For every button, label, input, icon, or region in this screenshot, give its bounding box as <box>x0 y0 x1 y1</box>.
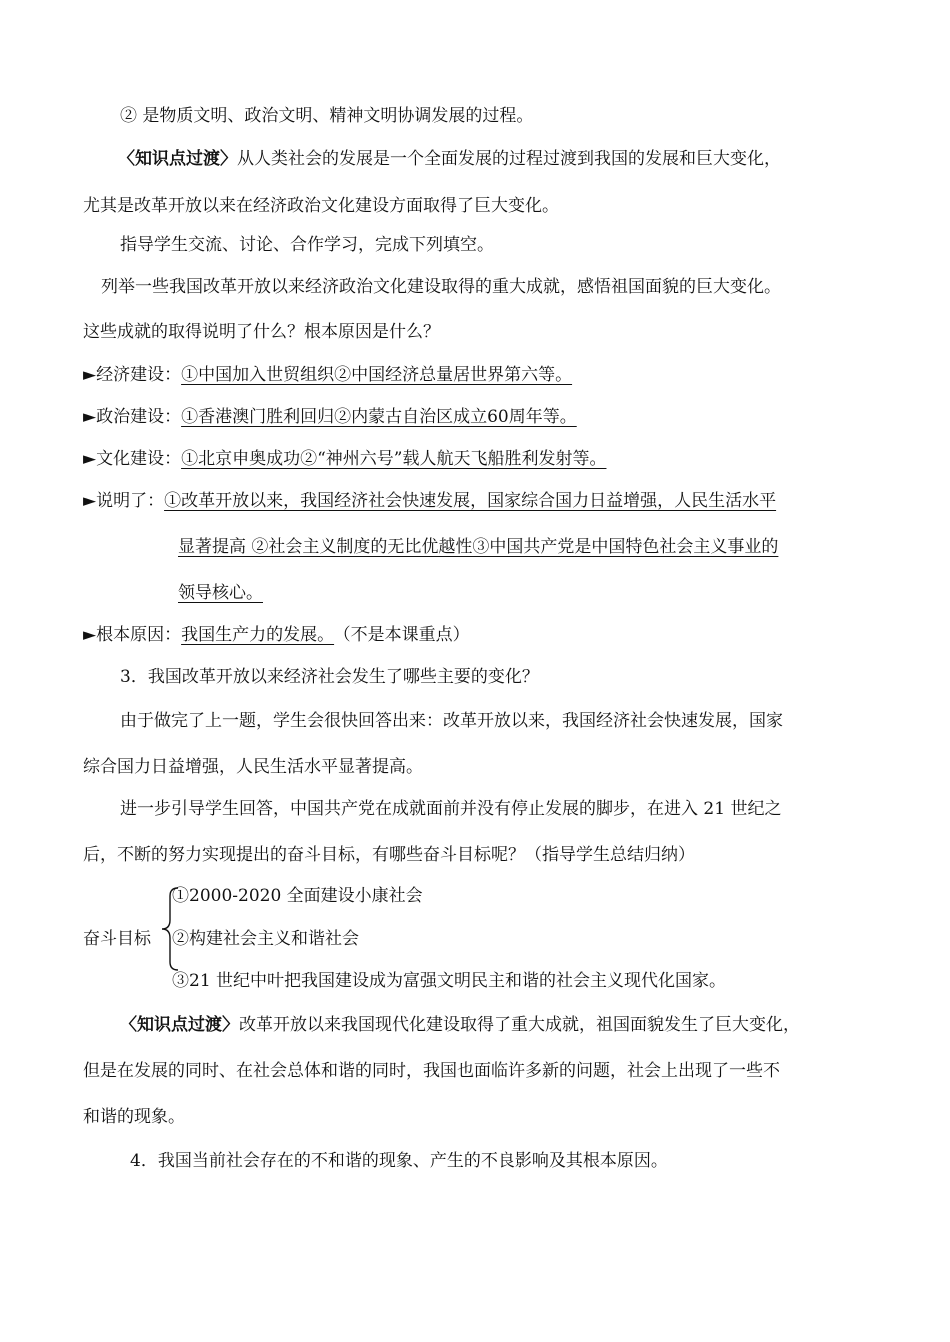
bullet-icon: ► <box>83 491 97 511</box>
economy-row <box>83 364 572 386</box>
transition-text: 从人类社会的发展是一个全面发展的过程过渡到我国的发展和巨大变化， <box>237 149 781 169</box>
explain-answer-line1: ①改革开放以来，我国经济社会快速发展，国家综合国力日益增强，人民生活水平 <box>164 491 777 511</box>
further-line1: 进一步引导学生回答，中国共产党在成就面前并没有停止发展的脚步，在进入 21 世纪之 <box>120 799 782 819</box>
bullet-icon: ► <box>83 407 97 427</box>
question-3: 3．我国改革开放以来经济社会发生了哪些主要的变化？ <box>120 667 539 687</box>
goal-item-3: ③21 世纪中叶把我国建设成为富强文明民主和谐的社会主义现代化国家。 <box>172 971 727 991</box>
culture-label: 文化建设： <box>96 449 182 469</box>
root-note: （不是本课重点） <box>342 625 470 645</box>
transition-2-line1 <box>120 1014 800 1036</box>
question-4: 4．我国当前社会存在的不和谐的现象、产生的不良影响及其根本原因。 <box>130 1151 668 1171</box>
list-intro-line1: 列举一些我国改革开放以来经济政治文化建设取得的重大成就，感悟祖国面貌的巨大变化。 <box>101 277 781 297</box>
explain-answer-line3: 领导核心。 <box>178 583 263 603</box>
q3-answer-line2: 综合国力日益增强，人民生活水平显著提高。 <box>83 757 423 777</box>
guide-text: 指导学生交流、讨论、合作学习，完成下列填空。 <box>120 235 494 255</box>
politics-label: 政治建设： <box>96 407 182 427</box>
bullet-icon: ► <box>83 449 97 469</box>
transition-1-line2: 尤其是改革开放以来在经济政治文化建设方面取得了巨大变化。 <box>83 196 559 216</box>
transition-2-line2: 但是在发展的同时、在社会总体和谐的同时，我国也面临许多新的问题，社会上出现了一些不 <box>83 1061 780 1081</box>
goals-label: 奋斗目标 <box>83 929 151 949</box>
root-label: 根本原因： <box>96 625 182 645</box>
politics-answer: ①香港澳门胜利回归②内蒙古自治区成立60周年等。 <box>181 407 577 427</box>
transition-label: 〈知识点过渡〉 <box>118 149 237 169</box>
transition-2-line3: 和谐的现象。 <box>83 1107 185 1127</box>
goal-item-2: ②构建社会主义和谐社会 <box>172 929 359 949</box>
transition-text: 改革开放以来我国现代化建设取得了重大成就，祖国面貌发生了巨大变化， <box>239 1015 800 1035</box>
root-answer: 我国生产力的发展。 <box>181 625 335 645</box>
culture-answer: ①北京申奥成功②“神州六号”载人航天飞船胜利发射等。 <box>181 449 607 469</box>
bullet-icon: ► <box>83 365 97 385</box>
further-line2: 后，不断的努力实现提出的奋斗目标，有哪些奋斗目标呢？（指导学生总结归纳） <box>83 845 695 865</box>
q3-answer-line1: 由于做完了上一题，学生会很快回答出来：改革开放以来，我国经济社会快速发展，国家 <box>120 711 783 731</box>
transition-label: 〈知识点过渡〉 <box>120 1015 239 1035</box>
culture-row <box>83 448 606 470</box>
goal-item-1: ①2000-2020 全面建设小康社会 <box>172 886 423 906</box>
paragraph-civilization: ② 是物质文明、政治文明、精神文明协调发展的过程。 <box>120 106 534 126</box>
economy-label: 经济建设： <box>96 365 182 385</box>
explain-row <box>83 490 776 512</box>
list-intro-line2: 这些成就的取得说明了什么？根本原因是什么？ <box>83 322 440 342</box>
bullet-icon: ► <box>83 625 97 645</box>
explain-answer-line2: 显著提高 ②社会主义制度的无比优越性③中国共产党是中国特色社会主义事业的 <box>178 537 779 557</box>
transition-1-line1 <box>118 148 781 170</box>
explain-label: 说明了： <box>96 491 165 511</box>
root-cause-row <box>83 624 470 646</box>
economy-answer: ①中国加入世贸组织②中国经济总量居世界第六等。 <box>181 365 573 385</box>
politics-row <box>83 406 577 428</box>
